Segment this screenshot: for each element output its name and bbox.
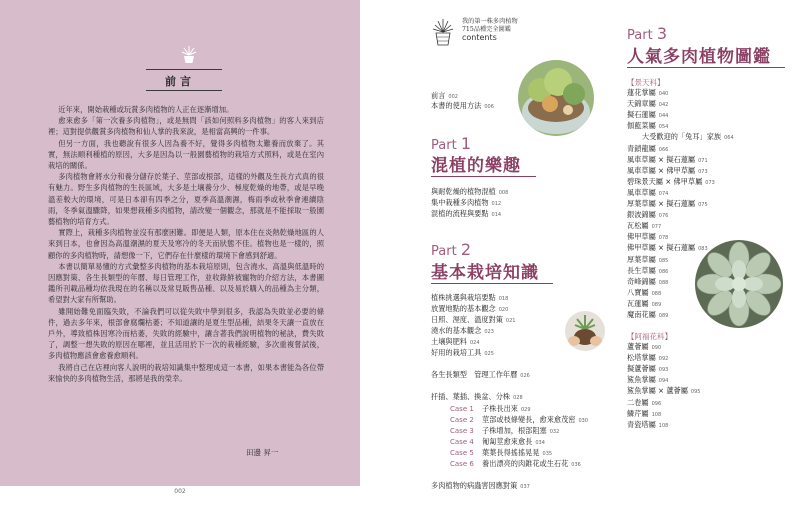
part-number: 2 (460, 240, 471, 259)
toc-item-label: 多肉植物的病蟲害因應對策 (431, 481, 518, 490)
succulent-pot-icon (432, 16, 454, 46)
case-number: Case 2 (450, 416, 474, 424)
plant-list-label: 長生草屬 (627, 265, 656, 275)
plant-list-item[interactable] (627, 364, 668, 374)
part2-label (431, 240, 471, 259)
toc-item-label: 集中栽種多肉植物 (431, 198, 489, 207)
part-word: Part (627, 28, 653, 43)
plant-list-item[interactable] (627, 221, 661, 231)
toc-item[interactable] (431, 198, 501, 208)
left-page (0, 0, 360, 516)
plant-list-label: 大受歡迎的「兔耳」家族 (642, 132, 722, 142)
toc-item-page: 029 (520, 407, 531, 413)
plant-list-page: 108 (658, 422, 669, 429)
plant-list-page: 093 (658, 367, 669, 374)
plant-list-page: 090 (651, 345, 662, 351)
plant-list-item[interactable] (627, 99, 668, 109)
plant-list-label: 風車草屬 (627, 187, 656, 197)
plant-list-item[interactable] (627, 232, 668, 242)
case-number: Case 6 (450, 460, 474, 468)
toc-item-label: 好用的栽培工具 (431, 348, 482, 357)
plant-list-label: 青鎖龍屬 (627, 143, 656, 153)
plant-list-item[interactable] (627, 299, 661, 309)
toc-item-page: 030 (578, 418, 588, 424)
case-item[interactable] (450, 448, 552, 458)
plant-list-label: 八寶屬 (627, 287, 649, 297)
plant-list-page: 092 (658, 356, 669, 363)
plant-list-label: 鯊魚掌屬 × 蘆薈屬 (627, 386, 688, 396)
plant-list-item[interactable] (627, 288, 661, 298)
plant-list-label: 擬蘆薈屬 (627, 364, 656, 374)
toc-item-page: 006 (484, 104, 494, 110)
toc-item-page: 024 (469, 340, 480, 346)
page-number: 002 (174, 488, 186, 495)
toc-item-page: 035 (542, 451, 553, 457)
case-number: Case 5 (450, 449, 474, 457)
plant-list-page: 077 (651, 224, 662, 231)
plant-list-label: 蓮花掌屬 (627, 88, 656, 97)
case-item[interactable] (450, 437, 545, 447)
toc-item-page: 037 (520, 484, 530, 490)
title-rule-top (146, 69, 222, 70)
toc-item-label: 扦插、葉插、換盆、分株 (431, 392, 511, 401)
plant-list-item[interactable] (627, 342, 661, 352)
plant-list-item[interactable] (627, 210, 668, 220)
plant-list-item[interactable] (627, 353, 668, 363)
toc-item-page: 018 (498, 296, 509, 302)
plant-list-item[interactable] (627, 409, 661, 419)
contents-header (462, 18, 518, 42)
plant-list-page: 044 (658, 113, 669, 120)
plant-list-label: 碧珠景天屬 × 佛甲草屬 (627, 176, 703, 186)
toc-item-label: 混植的流程與要點 (431, 209, 489, 218)
toc-item-page: 008 (498, 190, 509, 196)
toc-item[interactable] (431, 392, 523, 402)
toc-item-label: 前言 (431, 91, 446, 100)
toc-item-page: 014 (491, 212, 502, 218)
plant-list-label: 厚葉草屬 × 擬石蓮屬 (627, 199, 696, 208)
plant-list-page: 066 (658, 146, 669, 153)
toc-item-label: 植株挑選與栽培要點 (431, 293, 496, 302)
toc-item-label: 各生長類型 管理工作年曆 (431, 370, 518, 379)
plant-list-label: 瓦松屬 (627, 221, 649, 231)
toc-item-page: 025 (484, 351, 494, 357)
toc-item-page: 020 (498, 307, 509, 313)
toc-item-label: 與耐乾燥的植物混植 (431, 187, 496, 196)
plant-list-label: 青瓷塔屬 (627, 419, 656, 429)
plant-list-page: 073 (698, 168, 708, 175)
plant-list-page: 089 (651, 301, 662, 308)
plant-list-label: 奇峰錦屬 (627, 276, 656, 286)
toc-item-page: 036 (571, 462, 581, 468)
plant-list-page: 040 (658, 91, 669, 97)
book-subtitle: 715品種完全圖鑑 (462, 26, 511, 33)
plant-list-label: 二卷屬 (627, 397, 649, 407)
plant-list-label: 風車草屬 × 擬石蓮屬 (627, 154, 696, 164)
plant-list-page: 094 (658, 378, 669, 385)
plant-list-page: 088 (651, 290, 662, 297)
plant-list-label: 松塔掌屬 (627, 353, 656, 363)
case-item[interactable] (450, 415, 588, 425)
plant-list-page: 042 (658, 102, 669, 109)
toc-item-page: 021 (505, 318, 516, 324)
part-number: 3 (656, 24, 667, 43)
plant-list-page: 073 (705, 179, 715, 186)
toc-item-label: 日照、溼度、溫度對策 (431, 315, 503, 324)
plant-list-item[interactable] (627, 310, 668, 320)
part-word: Part (431, 244, 457, 259)
toc-item-label: 子株長出來 (482, 404, 518, 413)
plant-list-page: 088 (658, 279, 669, 286)
toc-item-label: 澆水的基本觀念 (431, 326, 482, 335)
preface-paragraph: 但另一方面，我也聽說有很多人因為養不好，覺得多肉植物太難養而放棄了。其實，無法順利種植的原因，大多是因為以一般園藝植物的栽培方式照料，或是在室內栽培的關係。 (48, 138, 324, 171)
case-number: Case 1 (450, 405, 474, 413)
toc-item-label: 放置地點的基本觀念 (431, 304, 496, 313)
plant-list-page: 108 (651, 411, 662, 418)
preface-body (48, 104, 324, 384)
plant-list-page: 076 (658, 213, 669, 220)
toc-item-page: 026 (520, 373, 530, 379)
plant-list-label: 風車草屬 × 佛甲草屬 (627, 165, 696, 175)
hands-repotting-photo (565, 311, 605, 351)
preface-paragraph: 近年來，開始栽種或玩賞多肉植物的人正在逐漸增加。 (58, 105, 234, 114)
part2-rule (431, 283, 553, 284)
toc-item[interactable] (431, 187, 508, 197)
plant-list-label: 佛甲草屬 × 擬石蓮屬 (627, 243, 696, 253)
part3-rule (627, 67, 785, 68)
toc-item[interactable] (431, 315, 515, 325)
plant-list-item[interactable] (627, 121, 668, 131)
plant-list-page: 083 (698, 246, 708, 253)
toc-item[interactable] (431, 304, 508, 314)
potted-plant-icon (180, 44, 198, 64)
toc-item-page: 023 (484, 329, 494, 335)
plant-list-item[interactable] (627, 88, 668, 98)
preface-paragraph: 實際上，栽種多肉植物並沒有那麼困難。即便是人類，原本住在炎熱乾燥地區的人來到日本，也會因為高溫潮濕的夏天及寒冷的冬天而狀態不佳。植物也是一樣的，照顧你的多肉植物時，請想像一下，它們存在什麼樣的環境下會感到舒適。 (48, 228, 324, 260)
plant-list-label: 擬石蓮屬 (627, 110, 656, 120)
case-item[interactable] (450, 459, 581, 469)
case-number: Case 4 (450, 438, 474, 446)
book-title: 我的第一株多肉植物 (462, 18, 518, 25)
plant-list-item[interactable] (627, 166, 708, 176)
category-label: 【阿福花科】 (627, 332, 672, 341)
plant-list-item[interactable] (627, 155, 708, 165)
case-number: Case 3 (450, 427, 474, 435)
plant-list-item[interactable] (627, 420, 668, 430)
toc-item[interactable] (431, 348, 494, 358)
plant-list-item[interactable] (627, 188, 668, 198)
part3-label (627, 24, 667, 43)
plant-list-item[interactable] (642, 132, 734, 142)
plant-list-page: 071 (698, 157, 708, 164)
preface-title: 前言 (165, 75, 195, 88)
toc-item[interactable] (431, 370, 530, 380)
toc-item[interactable] (431, 481, 530, 491)
toc-item-label: 子株增加，根部阻塞 (482, 426, 547, 435)
toc-item-label: 養出漂亮的肉錐花或生石花 (482, 459, 569, 468)
plant-list-page: 096 (651, 400, 662, 407)
category-label: 【景天科】 (627, 78, 665, 87)
toc-item-label: 本書的使用方法 (431, 101, 482, 110)
part1-rule (431, 176, 536, 177)
preface-paragraph: 本書以簡單易懂的方式彙整多肉植物的基本栽培原則，包含澆水、高溫與低溫時的因應對策、各生長類型的年曆、每日管理工作，並收錄鮮被寵物的介紹方法，本書圖鑑所刊載品種均依我現在的名稱以及常見販售品種、以及易於購入的品種為主分類，希望對大家有所幫助。 (48, 261, 324, 305)
preface-paragraph: 愈來愈多「第一次養多肉植物」，或是無問「該如何照料多肉植物」的客人來到店裡；這對提供觀賞多肉植物和仙人掌的我來說，是相當高興的一件事。 (48, 116, 324, 137)
contents-label: contents (462, 33, 497, 42)
toc-item-page: 012 (491, 201, 502, 207)
part-number: 1 (460, 134, 471, 153)
toc-item[interactable] (431, 326, 494, 336)
plant-list-item[interactable] (627, 177, 715, 187)
plant-list-label: 蘆薈屬 (627, 342, 649, 351)
title-rule-bottom (146, 90, 222, 91)
toc-item-page: 028 (513, 395, 523, 401)
plant-list-label: 天錦章屬 (627, 99, 656, 109)
toc-item[interactable] (431, 91, 458, 101)
plant-list-page: 054 (658, 124, 669, 131)
part2-title: 基本栽培知識 (431, 263, 539, 283)
plant-list-item[interactable] (627, 375, 668, 385)
part1-title: 混植的樂趣 (431, 156, 521, 176)
author-signature: 田邊 昇一 (246, 448, 279, 457)
plant-list-label: 厚葉草屬 (627, 254, 656, 264)
plant-list-page: 089 (658, 313, 669, 319)
toc-item-page: 034 (535, 440, 545, 446)
plant-list-page: 086 (658, 268, 669, 275)
plant-list-page: 074 (658, 190, 669, 197)
plant-list-label: 銀波錦屬 (627, 210, 656, 220)
toc-item-label: 莖部或枝條變長，愈來愈茂密 (482, 415, 576, 424)
preface-paragraph: 多肉植物會將水分和養分儲存於葉子、莖部或根部，這樣的外觀及生長方式真的很有魅力。野生多肉植物的生長區域，大多是土壤養分少、極度乾燥的地帶，或是早晚溫差較大的環境，可是日本卻有四季之分，夏季高溫潮濕，梅雨季或秋季會連續陰雨，冬季氣溫驟降，如果想栽種多肉植物，請改變一個觀念，那就是不能採取一般園藝植物的培育方式。 (48, 172, 324, 227)
plant-list-item[interactable] (627, 144, 668, 154)
plant-list-label: 伽藍菜屬 (627, 121, 656, 131)
plant-list-item[interactable] (627, 243, 708, 253)
plant-list-item[interactable] (627, 110, 668, 120)
toc-item-page: 032 (549, 429, 560, 435)
plant-photo (518, 60, 594, 136)
plant-list-item[interactable] (627, 398, 661, 408)
part3-title: 人氣多肉植物圖鑑 (627, 47, 771, 67)
plant-list-page: 078 (658, 235, 669, 242)
plant-list-label: 瓦蓮屬 (627, 298, 649, 308)
plant-list-page: 064 (724, 135, 734, 142)
plant-list-item[interactable] (627, 266, 668, 276)
toc-item-page: 002 (448, 94, 458, 100)
preface-paragraph: 雖開始難免面臨失敗，不論我們可以從失敗中學到很多，我認為失敗並必要的條件，過去多年來，根部會腐爛枯萎；不知道讓的是夏生型品種，結果冬天讓一直放在戶外，導致植株因寒冷而枯萎，失敗的經驗中，讓含著我們說明植物的秘訣，費失敗了，調整一想失敗的原因在哪裡，並且活用於下一次的栽種經驗，多次重複嘗試後，多肉植物應該會愈養愈順利。 (48, 306, 324, 361)
plant-list-label: 鯊魚掌屬 (627, 375, 656, 385)
toc-item-label: 土壤與肥料 (431, 337, 467, 346)
toc-item-label: 匍匐莖愈來愈長 (482, 437, 533, 446)
plant-list-item[interactable] (627, 277, 668, 287)
preface-paragraph: 我將自己在店裡向客人說明的栽培知識集中整理成這一本書，如果本書能為各位帶來愉快的多肉植物生活，那將是我的榮幸。 (48, 362, 324, 383)
case-item[interactable] (450, 426, 559, 436)
toc-item[interactable] (431, 337, 480, 347)
plant-list-label: 魔南花屬 (627, 310, 656, 319)
toc-item[interactable] (431, 209, 501, 219)
case-item[interactable] (450, 404, 531, 414)
plant-list-page: 095 (690, 389, 701, 396)
plant-list-label: 鱗芹屬 (627, 408, 649, 418)
part-word: Part (431, 138, 457, 153)
echeveria-photo (695, 240, 783, 328)
toc-item[interactable] (431, 101, 494, 111)
toc-item[interactable] (431, 293, 508, 303)
plant-list-item[interactable] (627, 255, 668, 265)
plant-list-item[interactable] (627, 386, 700, 396)
plant-list-item[interactable] (627, 199, 708, 209)
plant-list-label: 佛甲草屬 (627, 232, 656, 242)
plant-list-page: 085 (658, 257, 669, 264)
plant-list-page: 075 (698, 202, 708, 208)
toc-item-label: 葉葉長得搖搖晃晃 (482, 448, 540, 457)
